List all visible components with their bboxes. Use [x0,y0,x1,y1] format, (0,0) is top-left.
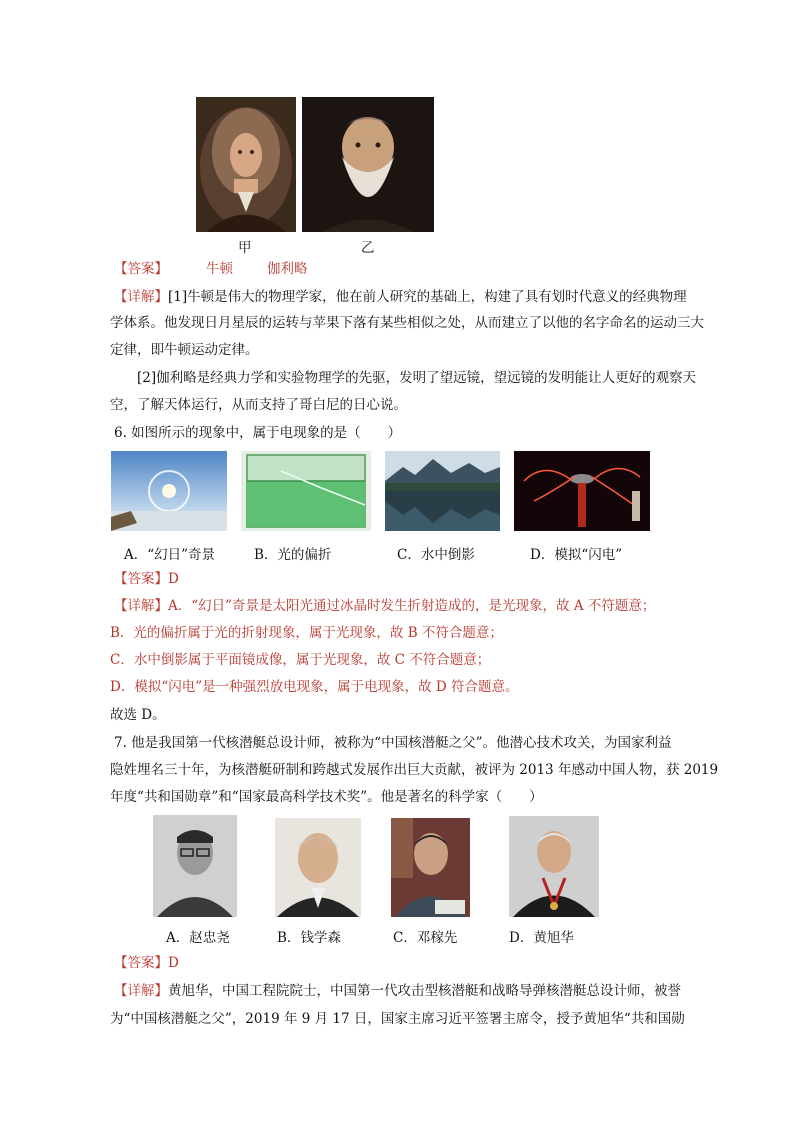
caption-jia: 甲 [238,240,252,256]
q6-conclusion: 故选 D。 [110,707,166,723]
detail-tag: 【详解】 [114,983,168,999]
q7-option-b: B．钱学森 [277,930,341,946]
refraction-tank-photo [241,451,371,531]
q6-detail-c: C．水中倒影属于平面镜成像，属于光现象，故 C 不符合题意； [110,652,491,668]
newton-portrait [196,97,296,232]
q5-detail-line-1 [114,288,687,306]
galileo-portrait [302,97,434,232]
q7-detail-line-2: 为“中国核潜艇之父”，2019 年 9 月 17 日，国家主席习近平签署主席令，授予黄旭华“共和国勋 [110,1011,685,1027]
q6-detail-b: B．光的偏折属于光的折射现象，属于光现象，故 B 不符合题意； [110,625,503,641]
answer-tag: 【答案】 [114,571,168,587]
huang-xuhua-photo [509,816,599,917]
answer-value-1: 牛顿 [206,261,233,277]
q5-detail-line-5: 空，了解天体运行，从而支持了哥白尼的日心说。 [110,397,407,413]
detail-text: A．“幻日”奇景是太阳光通过冰晶时发生折射造成的，是光现象，故 A 不符题意； [168,598,656,614]
detail-tag: 【详解】 [114,289,168,305]
detail-tag: 【详解】 [114,598,168,614]
detail-text: 黄旭华，中国工程院院士，中国第一代攻击型核潜艇和战略导弹核潜艇总设计师，被誉 [168,983,681,999]
q7-question-line-3: 年度“共和国勋章”和“国家最高科学技术奖”。他是著名的科学家（ ） [110,789,543,805]
zhao-zhongyao-photo [153,815,237,917]
qian-xuesen-photo [275,818,361,917]
lightning-photo [514,451,650,531]
q7-option-a: A．赵忠尧 [166,930,230,946]
q7-option-c: C．邓稼先 [393,930,458,946]
answer-value-2: 伽利略 [267,261,308,277]
water-reflection-photo [385,451,500,531]
q5-answer-line [114,260,308,278]
q5-detail-line-3: 定律，即牛顿运动定律。 [110,342,259,358]
q5-detail-line-2: 学体系。他发现日月星辰的运转与苹果下落有某些相似之处，从而建立了以他的名字命名的运动三大 [110,315,704,331]
q7-question-line-1: 7. 他是我国第一代核潜艇总设计师，被称为“中国核潜艇之父”。他潜心技术攻关，为国家利益 [114,735,672,751]
q6-detail-d: D．模拟“闪电”是一种强烈放电现象，属于电现象，故 D 符合题意。 [110,679,519,695]
q6-answer-line [114,570,179,588]
q6-option-a: A．“幻日”奇景 [124,547,216,563]
q7-detail-line-1 [114,982,681,1000]
q6-option-c: C．水中倒影 [397,547,475,563]
answer-tag: 【答案】 [114,955,168,971]
q7-option-d: D．黄旭华 [509,930,574,946]
q7-question-line-2: 隐姓埋名三十年，为核潜艇研制和跨越式发展作出巨大贡献，被评为 2013 年感动中国人物，获 2019 [110,762,719,778]
answer-value: D [168,571,179,587]
q5-detail-line-4: [2]伽利略是经典力学和实验物理学的先驱，发明了望远镜，望远镜的发明能让人更好的观察天 [137,370,697,386]
detail-text: [1]牛顿是伟大的物理学家，他在前人研究的基础上，构建了具有划时代意义的经典物理 [168,289,687,305]
sundog-photo [111,451,227,531]
q6-detail-a [114,597,655,615]
q7-answer-line [114,954,179,972]
caption-yi: 乙 [361,240,375,256]
deng-jiaxian-photo [391,818,470,917]
q6-option-b: B．光的偏折 [254,547,332,563]
q6-question: 6. 如图所示的现象中，属于电现象的是（ ） [114,425,402,441]
answer-value: D [168,955,179,971]
answer-tag: 【答案】 [114,261,168,277]
q6-option-d: D．模拟“闪电” [530,547,623,563]
